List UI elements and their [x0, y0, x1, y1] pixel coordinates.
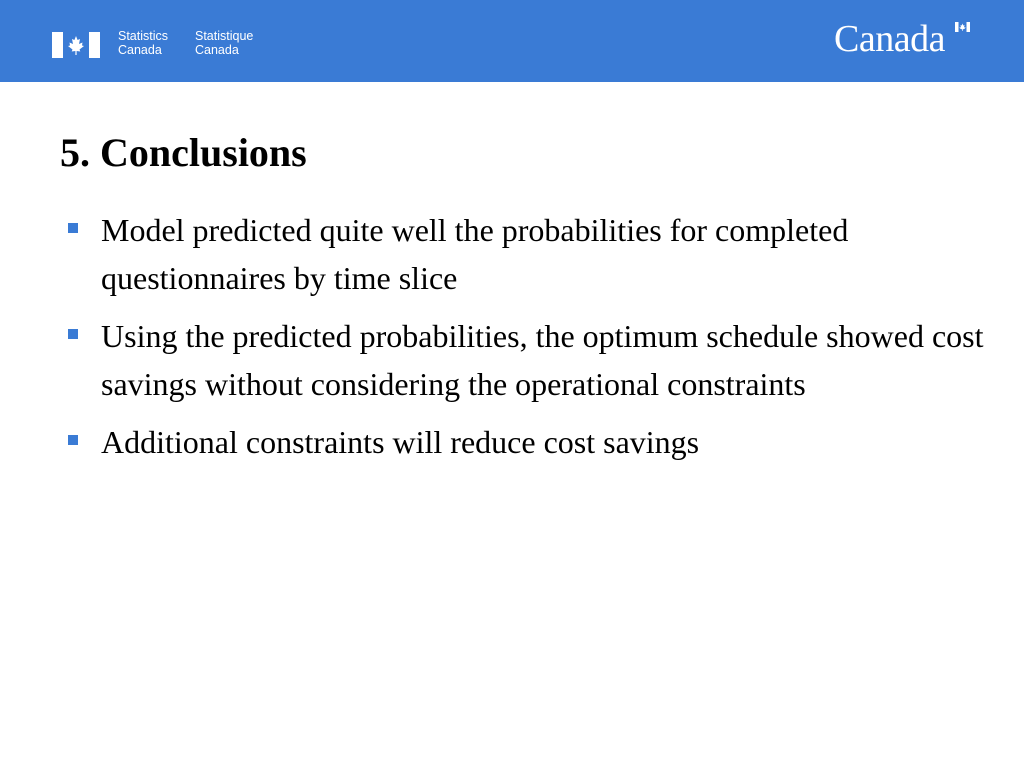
- square-bullet-icon: [68, 329, 78, 339]
- agency-fr-line2: Canada: [195, 43, 239, 57]
- agency-name-english: [118, 29, 168, 57]
- canada-flag-icon: [52, 32, 100, 58]
- bullet-item: [64, 312, 984, 408]
- agency-fr-line1: Statistique: [195, 29, 254, 43]
- square-bullet-icon: [68, 223, 78, 233]
- wordmark-flag-icon: [955, 22, 970, 32]
- bullet-text: Model predicted quite well the probabilities for completed questionnaires by time slice: [101, 212, 849, 296]
- slide-title: 5. Conclusions: [60, 130, 307, 175]
- bullet-item: [64, 206, 984, 302]
- bullet-item: [64, 418, 984, 466]
- bullet-text: Additional constraints will reduce cost savings: [101, 424, 700, 460]
- bullet-list: [64, 206, 984, 476]
- square-bullet-icon: [68, 435, 78, 445]
- canada-wordmark: Canada: [834, 18, 945, 60]
- agency-name-french: [195, 29, 253, 57]
- agency-en-line2: Canada: [118, 43, 162, 57]
- agency-en-line1: Statistics: [118, 29, 169, 43]
- bullet-text: Using the predicted probabilities, the optimum schedule showed cost savings without considering the operational constraints: [101, 318, 984, 402]
- header-bar: [0, 0, 1024, 82]
